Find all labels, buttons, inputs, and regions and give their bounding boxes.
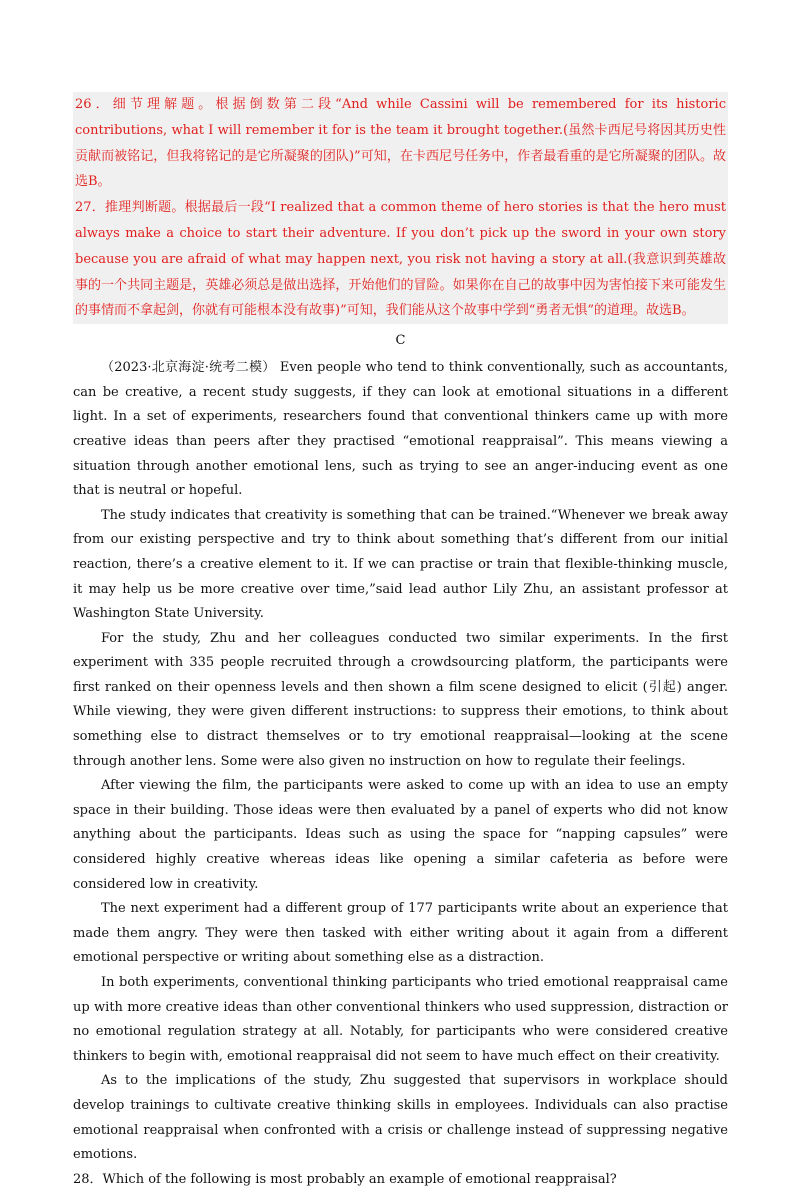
- passage-paragraph-4: After viewing the film, the participants were asked to come up with an idea to use an empty space in their building. Those ideas were then evaluated by a panel of experts who did not know anything about the participants. Ideas such as using the space for “napping capsules” were considered highly creative whereas ideas like opening a similar cafeteria as before were considered low in creativity.: [73, 778, 728, 892]
- passage-paragraph-5: The next experiment had a different group of 177 participants write about an experience that made them angry. They were then tasked with either writing about it again from a different emotional perspective or writing about something else as a distraction.: [73, 901, 728, 966]
- question-28: 28．Which of the following is most probably an example of emotional reappraisal?: [73, 1171, 617, 1187]
- answer-26: 26．细节理解题。根据倒数第二段“And while Cassini will be remembered for its historic contributions, what I will remember it for is the team it brought together.(虽然卡西尼号将因其历史性贡献而被铭记，但我将铭记的是它所凝聚的团队)”可知，在卡西尼号任务中，作者最看重的是它所凝聚的团队。故选B。: [75, 97, 726, 190]
- answer-27: 27．推理判断题。根据最后一段“I realized that a common theme of hero stories is that the hero must always make a choice to start their adventure. If you don’t pick up the sword in your own story because you are afraid of what may happen next, you risk not having a story at all.(我意识到英雄故事的一个共同主题是，英雄必须总是做出选择，开始他们的冒险。如果你在自己的故事中因为害怕接下来可能发生的事情而不拿起剑，你就有可能根本没有故事)”可知，我们能从这个故事中学到“勇者无惧”的道理。故选B。: [75, 200, 726, 319]
- document-page: [73, 92, 728, 1192]
- passage-paragraph-1: （2023·北京海淀·统考二模） Even people who tend to think conventionally, such as accountants, can be creative, a recent study suggests, if they can look at emotional situations in a different light. In a set of experiments, researchers found that conventional thinkers came up with more creative ideas than peers after they practised “emotional reappraisal”. This means viewing a situation through another emotional lens, such as trying to see an anger-inducing event as one that is neutral or hopeful.: [73, 360, 728, 499]
- passage-paragraph-7: As to the implications of the study, Zhu suggested that supervisors in workplace should develop trainings to cultivate creative thinking skills in employees. Individuals can also practise emotional reappraisal when confronted with a crisis or challenge instead of suppressing negative emotions.: [73, 1073, 728, 1163]
- passage-paragraph-2: The study indicates that creativity is something that can be trained.“Whenever we break away from our existing perspective and try to think about something that’s different from our initial reaction, there’s a creative element to it. If we can practise or train that flexible-thinking muscle, it may help us be more creative over time,”said lead author Lily Zhu, an assistant professor at Washington State University.: [73, 507, 728, 622]
- answer-explanations: [73, 92, 728, 324]
- passage-paragraph-3: For the study, Zhu and her colleagues conducted two similar experiments. In the first experiment with 335 people recruited through a crowdsourcing platform, the participants were first ranked on their openness levels and then shown a film scene designed to elicit (引起) anger. While viewing, they were given different instructions: to suppress their emotions, to think about something else to distract themselves or to try emotional reappraisal—looking at the scene through another lens. Some were also given no instruction on how to regulate their feelings.: [73, 630, 728, 769]
- passage-paragraph-6: In both experiments, conventional thinking participants who tried emotional reappraisal came up with more creative ideas than other conventional thinkers who used suppression, distraction or no emotional regulation strategy at all. Notably, for participants who were considered creative thinkers to begin with, emotional reappraisal did not seem to have much effect on their creativity.: [73, 975, 728, 1064]
- section-title: C: [395, 333, 406, 349]
